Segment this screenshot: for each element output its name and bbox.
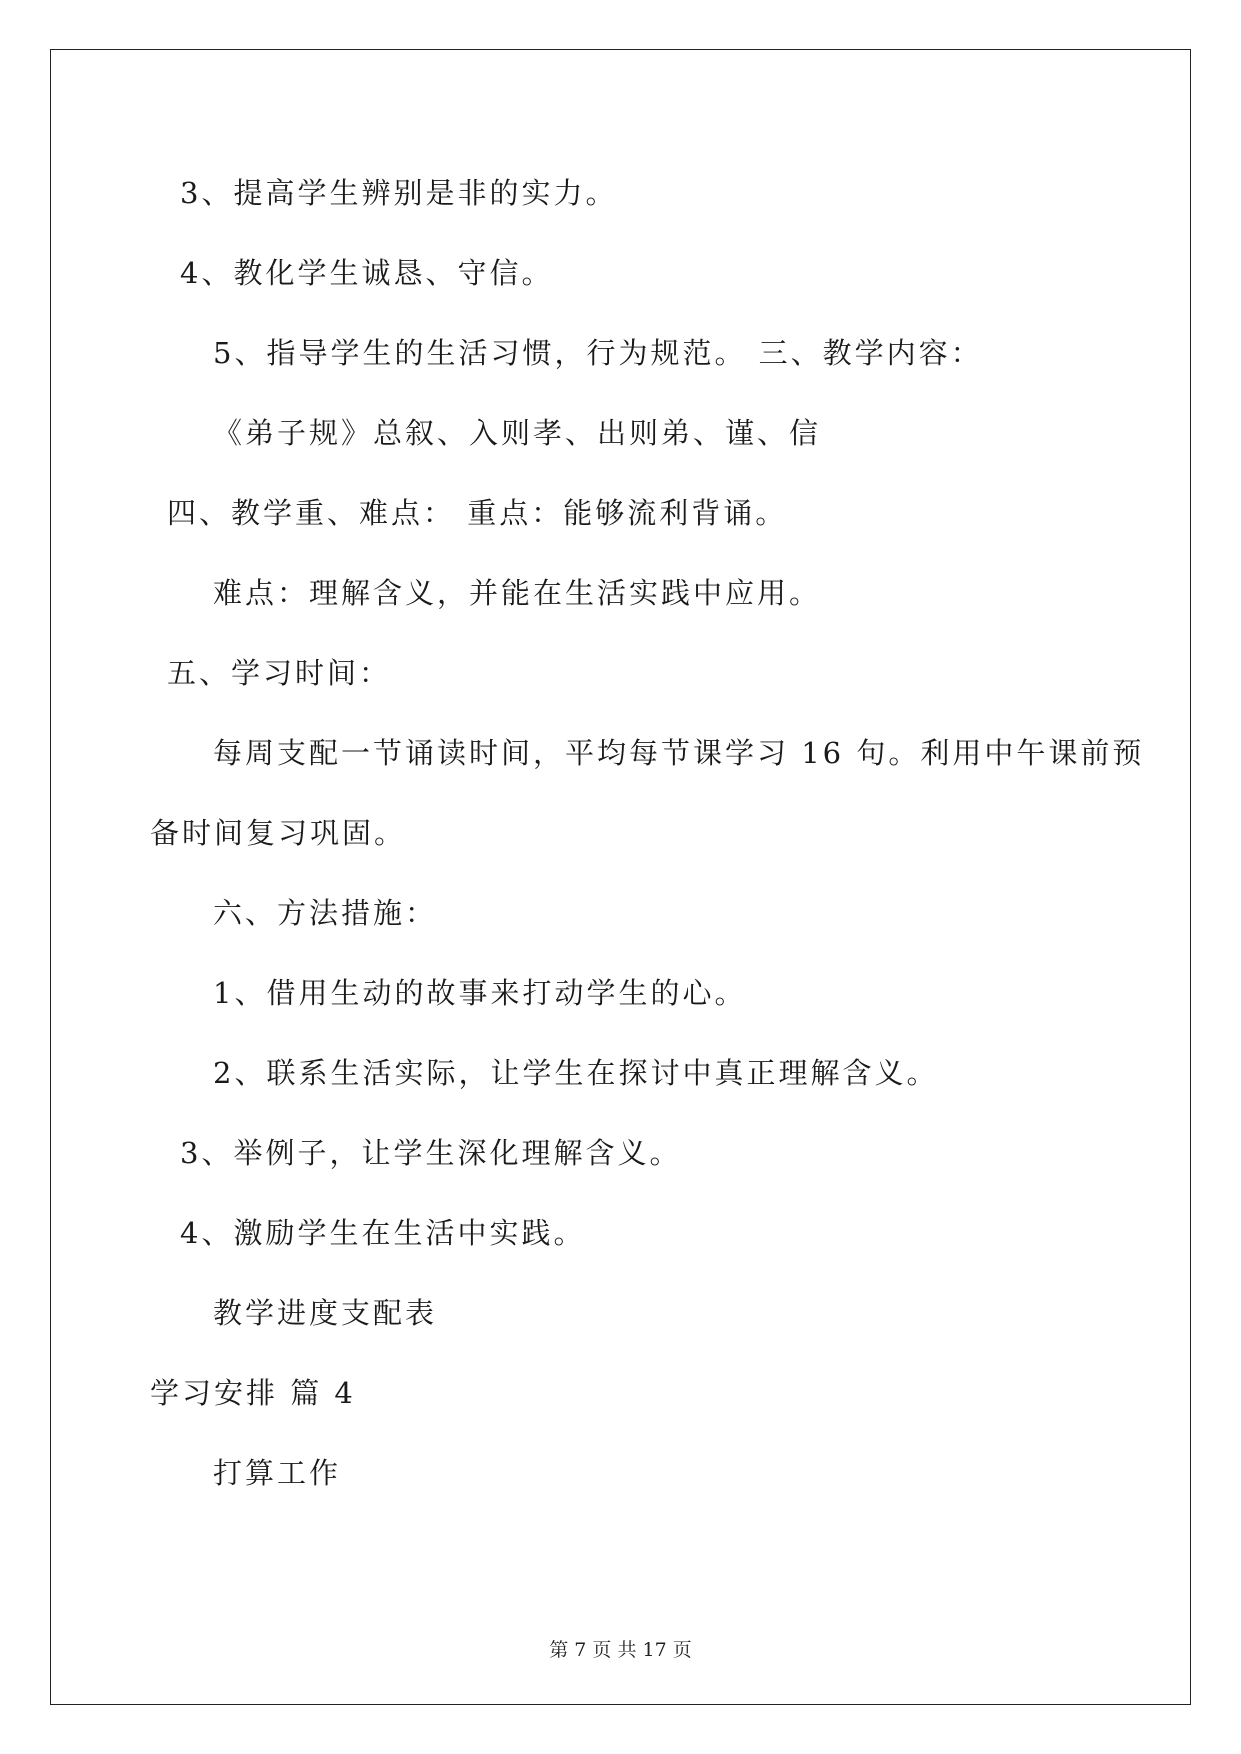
- method-2: 2、联系生活实际，让学生在探讨中真正理解含义。: [213, 1056, 939, 1090]
- item-5-habits-and-section-3-heading: 5、指导学生的生活习惯，行为规范。 三、教学内容：: [213, 336, 983, 370]
- difficult-points: 难点：理解含义，并能在生活实践中应用。: [213, 576, 822, 610]
- section-4-key-points: 四、教学重、难点： 重点：能够流利背诵。: [167, 496, 788, 530]
- article-heading: 学习安排 篇 4: [150, 1376, 356, 1410]
- section-6-heading: 六、方法措施：: [213, 896, 438, 930]
- method-4: 4、激励学生在生活中实践。: [180, 1216, 586, 1250]
- method-1: 1、借用生动的故事来打动学生的心。: [213, 976, 747, 1010]
- teaching-content: 《弟子规》总叙、入则孝、出则弟、谨、信: [213, 416, 822, 450]
- item-3-discernment: 3、提高学生辨别是非的实力。: [180, 176, 618, 210]
- method-3: 3、举例子，让学生深化理解含义。: [180, 1136, 682, 1170]
- study-time-paragraph-line-1: 每周支配一节诵读时间，平均每节课学习 16 句。利用中午课前预: [213, 736, 1145, 770]
- study-time-paragraph-line-2: 备时间复习巩固。: [150, 816, 407, 850]
- plan-work-heading: 打算工作: [213, 1456, 342, 1490]
- item-4-honesty: 4、教化学生诚恳、守信。: [180, 256, 554, 290]
- page-number-footer: 第 7 页 共 17 页: [549, 1639, 692, 1661]
- section-5-heading: 五、学习时间：: [167, 656, 392, 690]
- schedule-table-title: 教学进度支配表: [213, 1296, 438, 1330]
